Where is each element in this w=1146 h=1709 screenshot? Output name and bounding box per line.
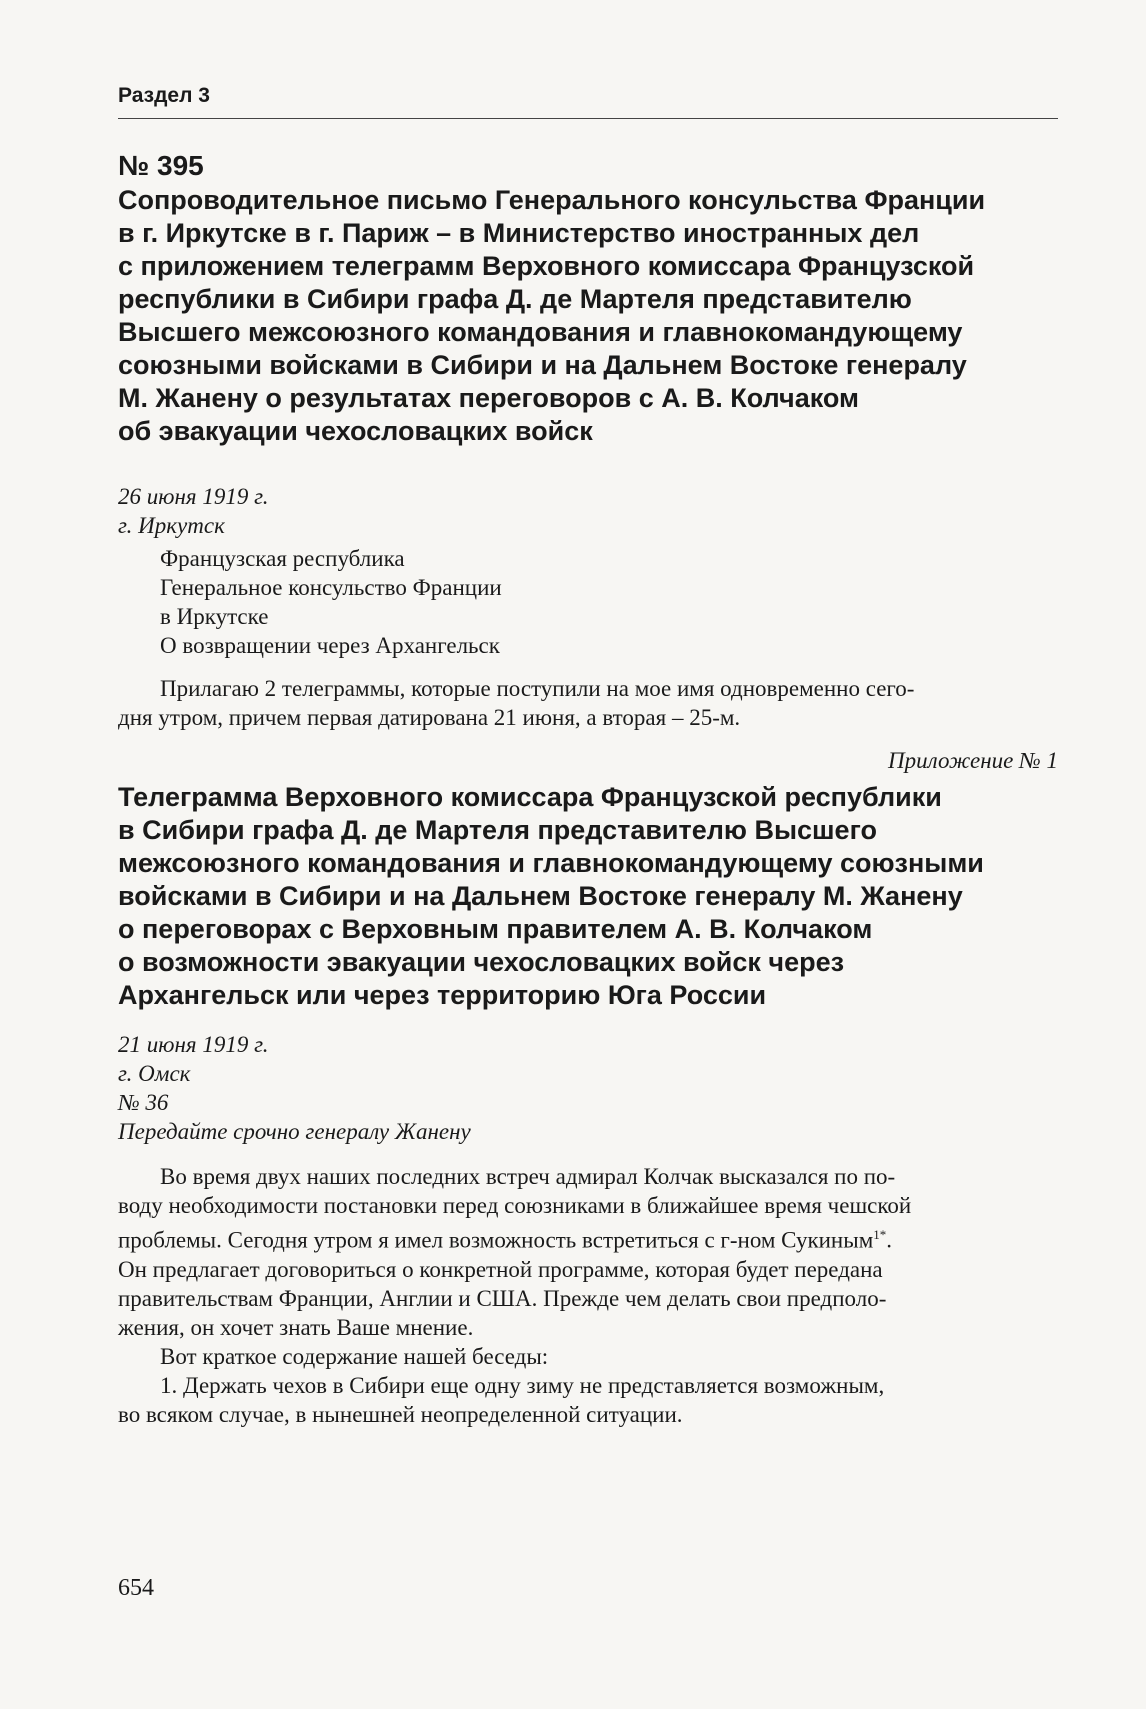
title-line: о переговорах с Верховным правителем А. В. Колчаком [118,914,873,944]
appendix-paragraph-1 [118,1162,1058,1342]
letterhead-line: Генеральное консульство Франции [160,575,502,600]
title-line: о возможности эвакуации чехословацких войск через [118,947,845,977]
running-header [118,84,1058,108]
body-line: Прилагаю 2 телеграммы, которые поступили на мое имя одновременно сего- [160,676,915,701]
body-line: проблемы. Сегодня утром я имел возможность встретиться с г-ном Сукиным$^{1*}$. [118,1227,892,1253]
body-line: 1. Держать чехов в Сибири еще одну зиму не представляется возможным, [160,1372,885,1398]
letter-body [118,674,1058,732]
body-line-text: проблемы. Сегодня утром я имел возможность встретиться с г-ном Сукиным [118,1227,874,1253]
document-place: г. Иркутск [118,513,225,538]
body-line: во всяком случае, в нынешней неопределенной ситуации. [118,1401,683,1427]
subject-line: О возвращении через Архангельск [160,633,500,658]
title-line: в Сибири графа Д. де Мартеля представителю Высшего [118,815,877,845]
title-line: в г. Иркутске в г. Париж – в Министерство иностранных дел [118,218,920,248]
document-number: № 395 [118,150,204,181]
body-line: воду необходимости постановки перед союзниками в ближайшее время чешской [118,1193,912,1218]
content [118,150,1058,1429]
appendix-date: 21 июня 1919 г. [118,1032,269,1057]
body-line: дня утром, причем первая датирована 21 июня, а вторая – 25-м. [118,705,741,730]
document-title [118,184,1058,448]
body-line: Он предлагает договориться о конкретной программе, которая будет передана [118,1256,883,1282]
title-line: с приложением телеграмм Верховного комиссара Французской [118,251,975,281]
title-line: об эвакуации чехословацких войск [118,416,593,446]
title-line: Сопроводительное письмо Генерального консульства Франции [118,185,986,215]
title-line: Высшего межсоюзного командования и главнокомандующему [118,317,963,347]
section-label: Раздел 3 [118,84,210,107]
title-line: республики в Сибири графа Д. де Мартеля представителю [118,284,912,314]
body-line: Во время двух наших последних встреч адмирал Колчак высказался по по- [160,1164,896,1189]
title-line: Телеграмма Верховного комиссара Французской республики [118,782,942,812]
appendix-instruction: Передайте срочно генералу Жанену [118,1119,471,1144]
body-line: Вот краткое содержание нашей беседы: [160,1343,549,1369]
body-line: жения, он хочет знать Ваше мнение. [118,1314,474,1340]
appendix-paragraph-2 [118,1342,1058,1371]
title-line: Архангельск или через территорию Юга России [118,980,767,1010]
title-line: межсоюзного командования и главнокомандующему союзными [118,848,984,878]
letterhead-line: Французская республика [160,546,405,571]
appendix-label: Приложение № 1 [888,748,1058,773]
appendix-place: г. Омск [118,1061,191,1086]
page-number: 654 [118,1575,154,1601]
document-date: 26 июня 1919 г. [118,484,269,509]
body-line: правительствам Франции, Англии и США. Прежде чем делать свои предполо- [118,1285,887,1311]
appendix-title [118,781,1058,1012]
header-rule [118,118,1058,119]
title-line: союзными войсками в Сибири и на Дальнем Востоке генералу [118,350,967,380]
title-line: М. Жанену о результатах переговоров с А. В. Колчаком [118,383,859,413]
letterhead-line: в Иркутске [160,604,269,629]
footnote-mark: 1* [873,1227,887,1242]
letterhead [118,544,1058,660]
title-line: войсками в Сибири и на Дальнем Востоке генералу М. Жанену [118,881,963,911]
appendix-number: № 36 [118,1090,169,1115]
appendix-paragraph-3 [118,1371,1058,1429]
